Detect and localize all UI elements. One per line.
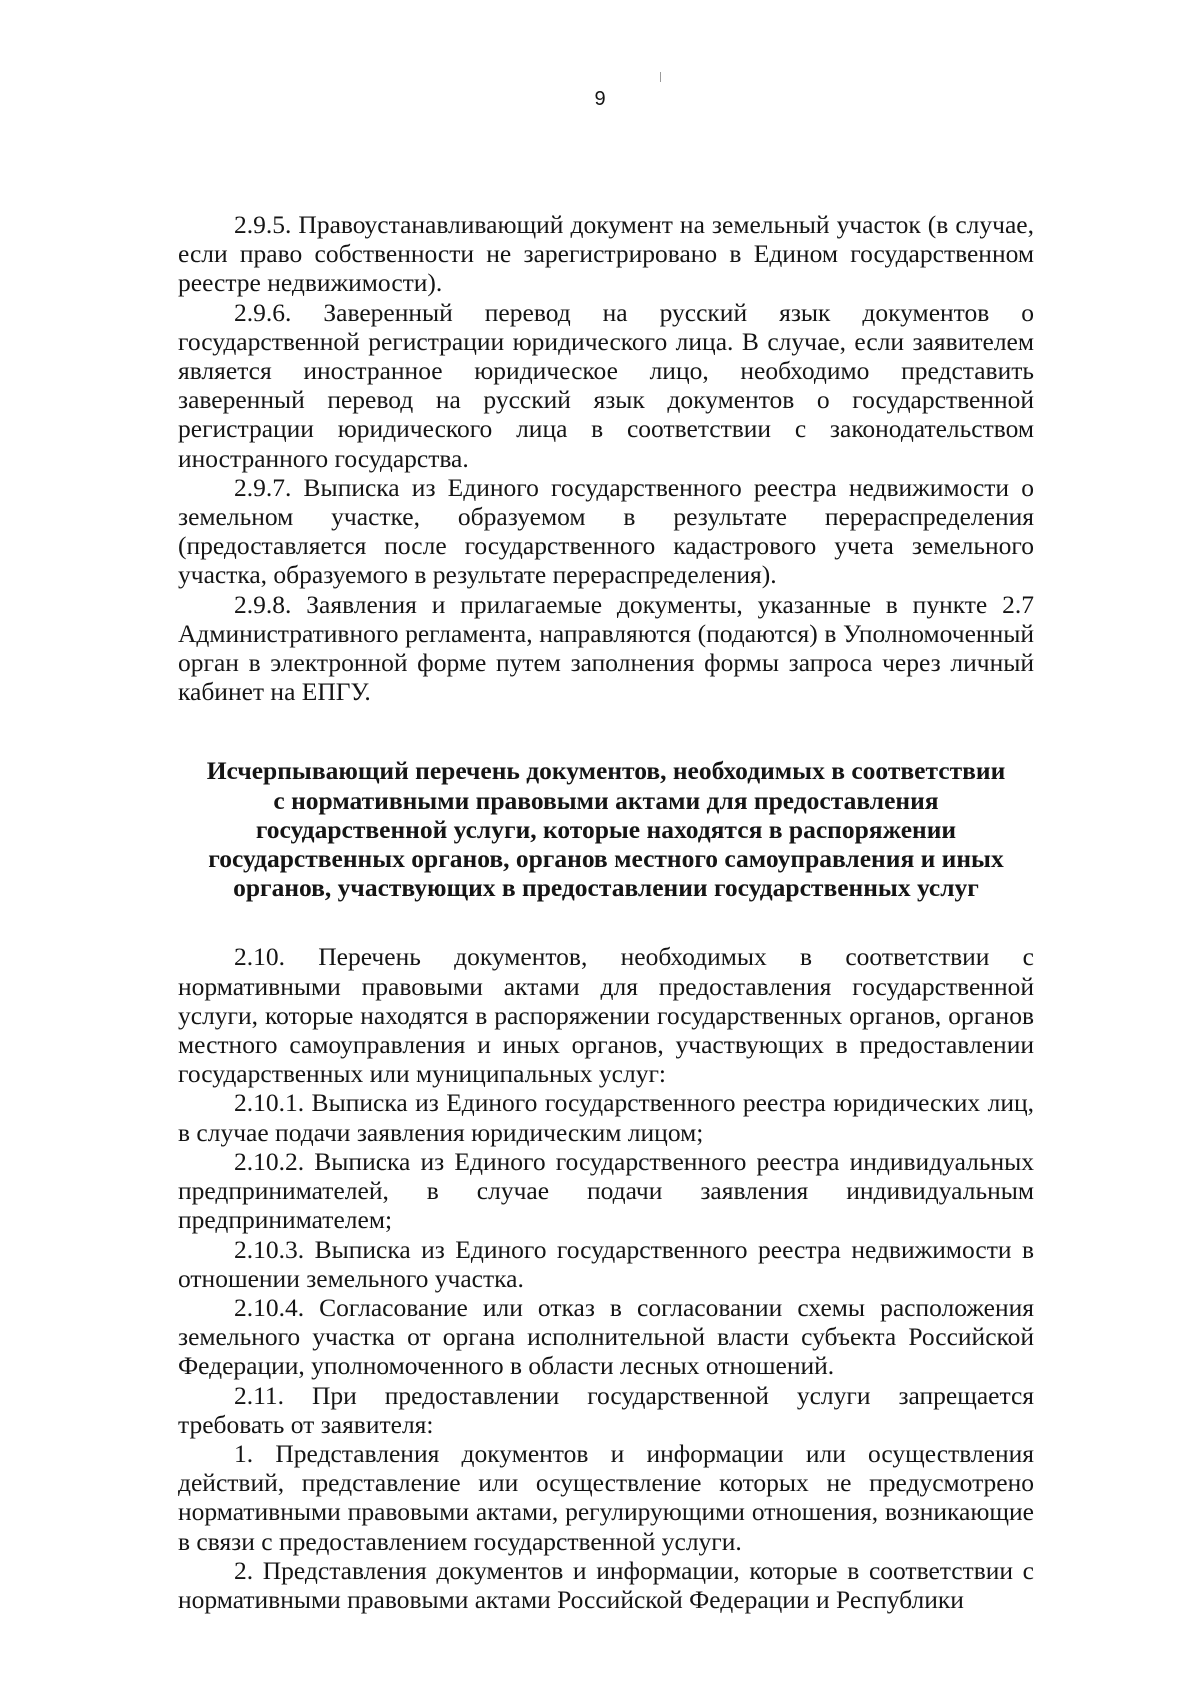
paragraph-2-9-5: 2.9.5. Правоустанавливающий документ на земельный участок (в случае, если право собственности не зарегистрировано в Едином государственном реестре недвижимости). [178,210,1034,298]
paragraph-2-9-8: 2.9.8. Заявления и прилагаемые документы, указанные в пункте 2.7 Административного регламента, направляются (подаются) в Уполномоченный орган в электронной форме путем заполнения формы запроса через личный кабинет на ЕПГУ. [178,589,1034,707]
page-number: 9 [594,88,606,110]
spacer [178,706,1034,756]
list-item-2: 2. Представления документов и информации, которые в соответствии с нормативными правовыми актами Российской Федерации и Республики [178,1555,1034,1614]
document-body [178,210,1034,1614]
paragraph-2-9-6: 2.9.6. Заверенный перевод на русский язык документов о государственной регистрации юридического лица. В случае, если заявителем является иностранное юридическое лицо, необходимо представить заверенный перевод на русский язык документов о государственной регистрации юридического лица в соответствии с законодательством иностранного государства. [178,297,1034,473]
section-heading: Исчерпывающий перечень документов, необходимых в соответствии с нормативными правовыми актами для предоставления государственной услуги, которые находятся в распоряжении государственных органов, органов местного самоуправления и иных органов, участвующих в предоставлении государственных услуг [206,756,1006,903]
paragraph-2-10-2: 2.10.2. Выписка из Единого государственного реестра индивидуальных предпринимателей, в случае подачи заявления индивидуальным предпринимателем; [178,1146,1034,1235]
paragraph-2-10: 2.10. Перечень документов, необходимых в соответствии с нормативными правовыми актами для предоставления государственной услуги, которые находятся в распоряжении государственных органов, органов местного самоуправления и иных органов, участвующих в предоставлении государственных или муниципальных услуг: [178,942,1034,1089]
paragraph-2-10-1: 2.10.1. Выписка из Единого государственного реестра юридических лиц, в случае подачи заявления юридическим лицом; [178,1088,1034,1147]
spacer [178,902,1034,942]
scan-artifact [660,72,661,82]
paragraph-2-10-4: 2.10.4. Согласование или отказ в согласовании схемы расположения земельного участка от органа исполнительной власти субъекта Российской Федерации, уполномоченного в области лесных отношений. [178,1292,1034,1381]
paragraph-2-9-7: 2.9.7. Выписка из Единого государственного реестра недвижимости о земельном участке, образуемом в результате перераспределения (предоставляется после государственного кадастрового учета земельного участка, образуемого в результате перераспределения). [178,472,1034,590]
list-item-1: 1. Представления документов и информации или осуществления действий, представление или осуществление которых не предусмотрено нормативными правовыми актами, регулирующими отношения, возникающие в связи с предоставлением государственной услуги. [178,1438,1034,1556]
paragraph-2-11: 2.11. При предоставлении государственной услуги запрещается требовать от заявителя: [178,1380,1034,1439]
paragraph-2-10-3: 2.10.3. Выписка из Единого государственного реестра недвижимости в отношении земельного участка. [178,1234,1034,1293]
